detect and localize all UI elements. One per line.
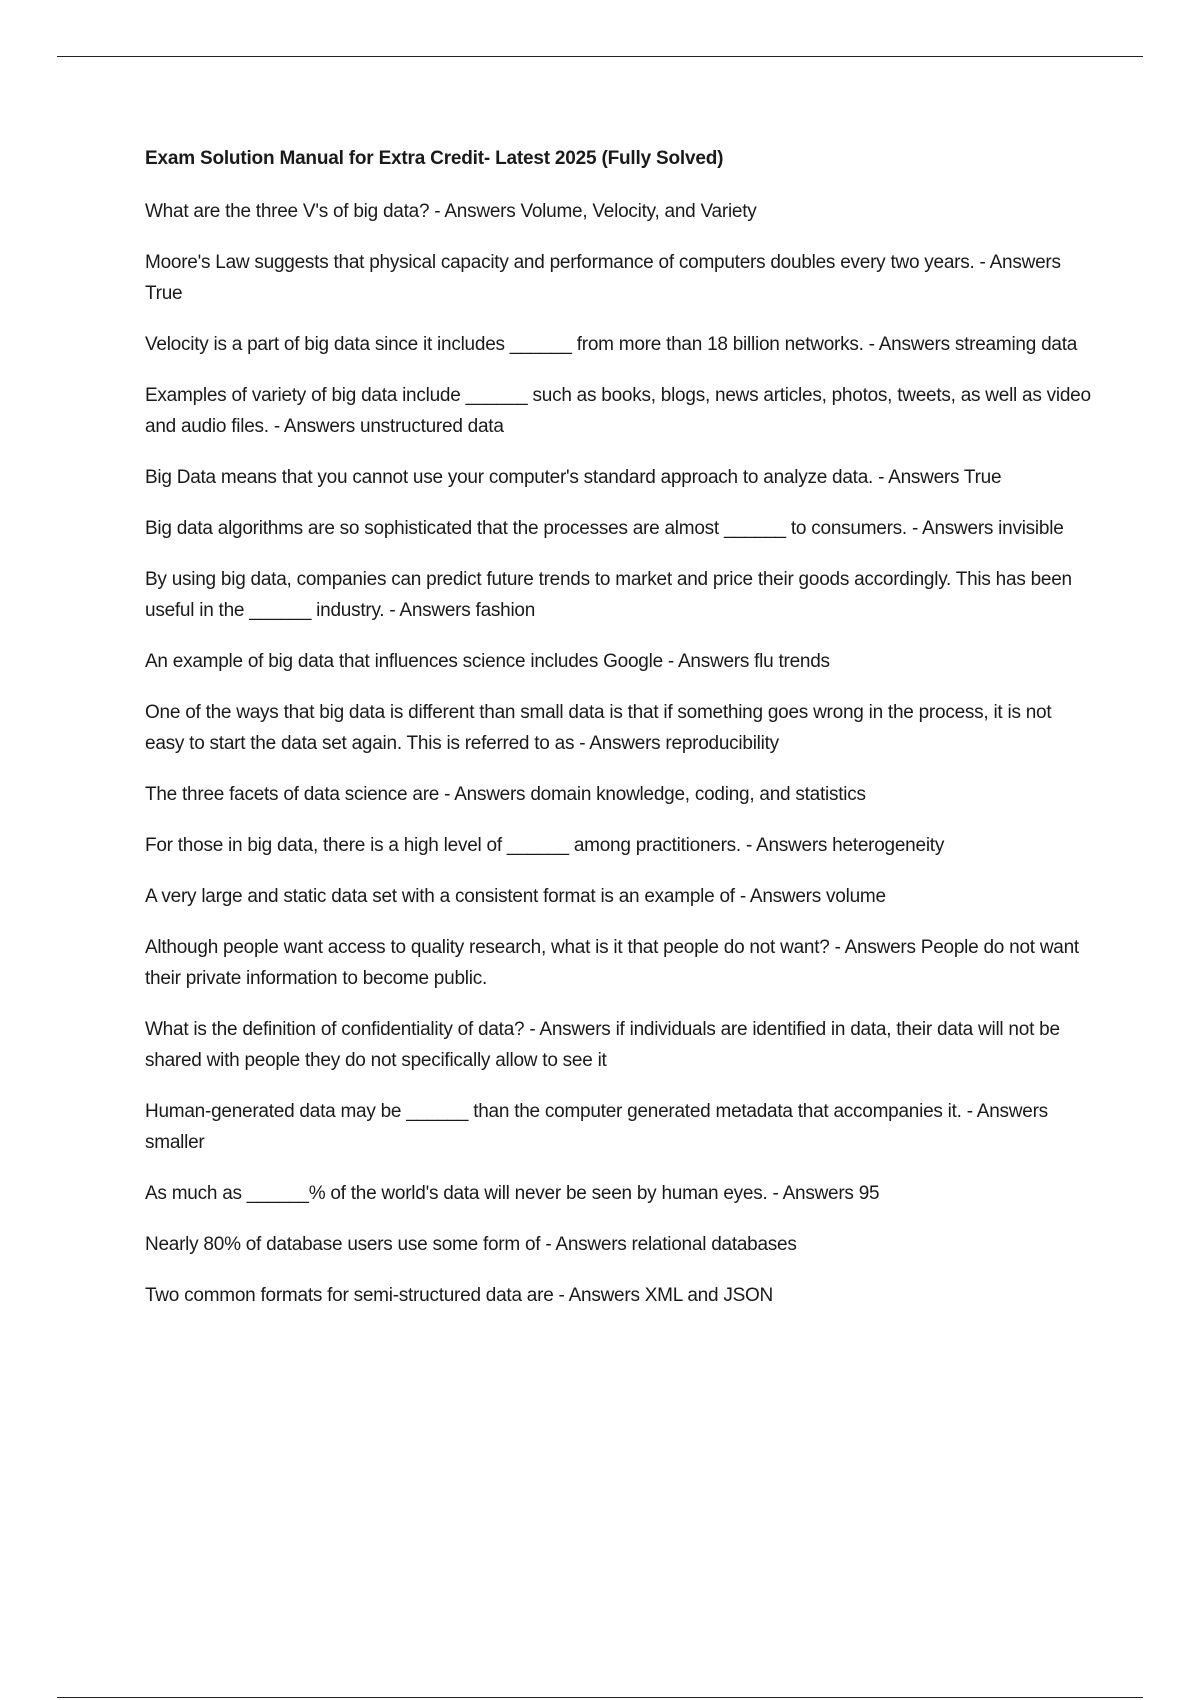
qa-item-13: Although people want access to quality research, what is it that people do not want? - Answers People do not want their private information to become public. xyxy=(145,937,1079,989)
qa-item-9: One of the ways that big data is different than small data is that if something goes wrong in the process, it is not easy to start the data set again. This is referred to as - Answers reproducibility xyxy=(145,702,1052,754)
qa-item-14: What is the definition of confidentiality of data? - Answers if individuals are identified in data, their data will not be shared with people they do not specifically allow to see it xyxy=(145,1019,1060,1071)
qa-item-12: A very large and static data set with a consistent format is an example of - Answers volume xyxy=(145,886,886,907)
qa-item-4: Examples of variety of big data include ______ such as books, blogs, news articles, photos, tweets, as well as video and audio files. - Answers unstructured data xyxy=(145,385,1091,437)
qa-item-17: Nearly 80% of database users use some form of - Answers relational databases xyxy=(145,1234,797,1255)
qa-item-7: By using big data, companies can predict future trends to market and price their goods accordingly. This has been useful in the ______ industry. - Answers fashion xyxy=(145,569,1072,621)
document-title: Exam Solution Manual for Extra Credit- Latest 2025 (Fully Solved) xyxy=(145,148,724,169)
qa-item-11: For those in big data, there is a high level of ______ among practitioners. - Answers heterogeneity xyxy=(145,835,945,856)
qa-item-2: Moore's Law suggests that physical capacity and performance of computers doubles every two years. - Answers True xyxy=(145,252,1061,304)
qa-item-15: Human-generated data may be ______ than the computer generated metadata that accompanies it. - Answers smaller xyxy=(145,1101,1048,1153)
qa-item-1: What are the three V's of big data? - Answers Volume, Velocity, and Variety xyxy=(145,201,757,222)
header-rule xyxy=(57,56,1143,57)
qa-item-18: Two common formats for semi-structured data are - Answers XML and JSON xyxy=(145,1285,774,1306)
qa-item-6: Big data algorithms are so sophisticated that the processes are almost ______ to consumers. - Answers invisible xyxy=(145,518,1064,539)
footer-rule xyxy=(57,1697,1143,1698)
qa-item-8: An example of big data that influences science includes Google - Answers flu trends xyxy=(145,651,830,672)
qa-list xyxy=(145,196,1095,1311)
document-body xyxy=(145,144,1095,1331)
qa-item-5: Big Data means that you cannot use your computer's standard approach to analyze data. - Answers True xyxy=(145,467,1002,488)
qa-item-10: The three facets of data science are - Answers domain knowledge, coding, and statistics xyxy=(145,784,866,805)
qa-item-3: Velocity is a part of big data since it includes ______ from more than 18 billion networks. - Answers streaming data xyxy=(145,334,1078,355)
qa-item-16: As much as ______% of the world's data will never be seen by human eyes. - Answers 95 xyxy=(145,1183,880,1204)
